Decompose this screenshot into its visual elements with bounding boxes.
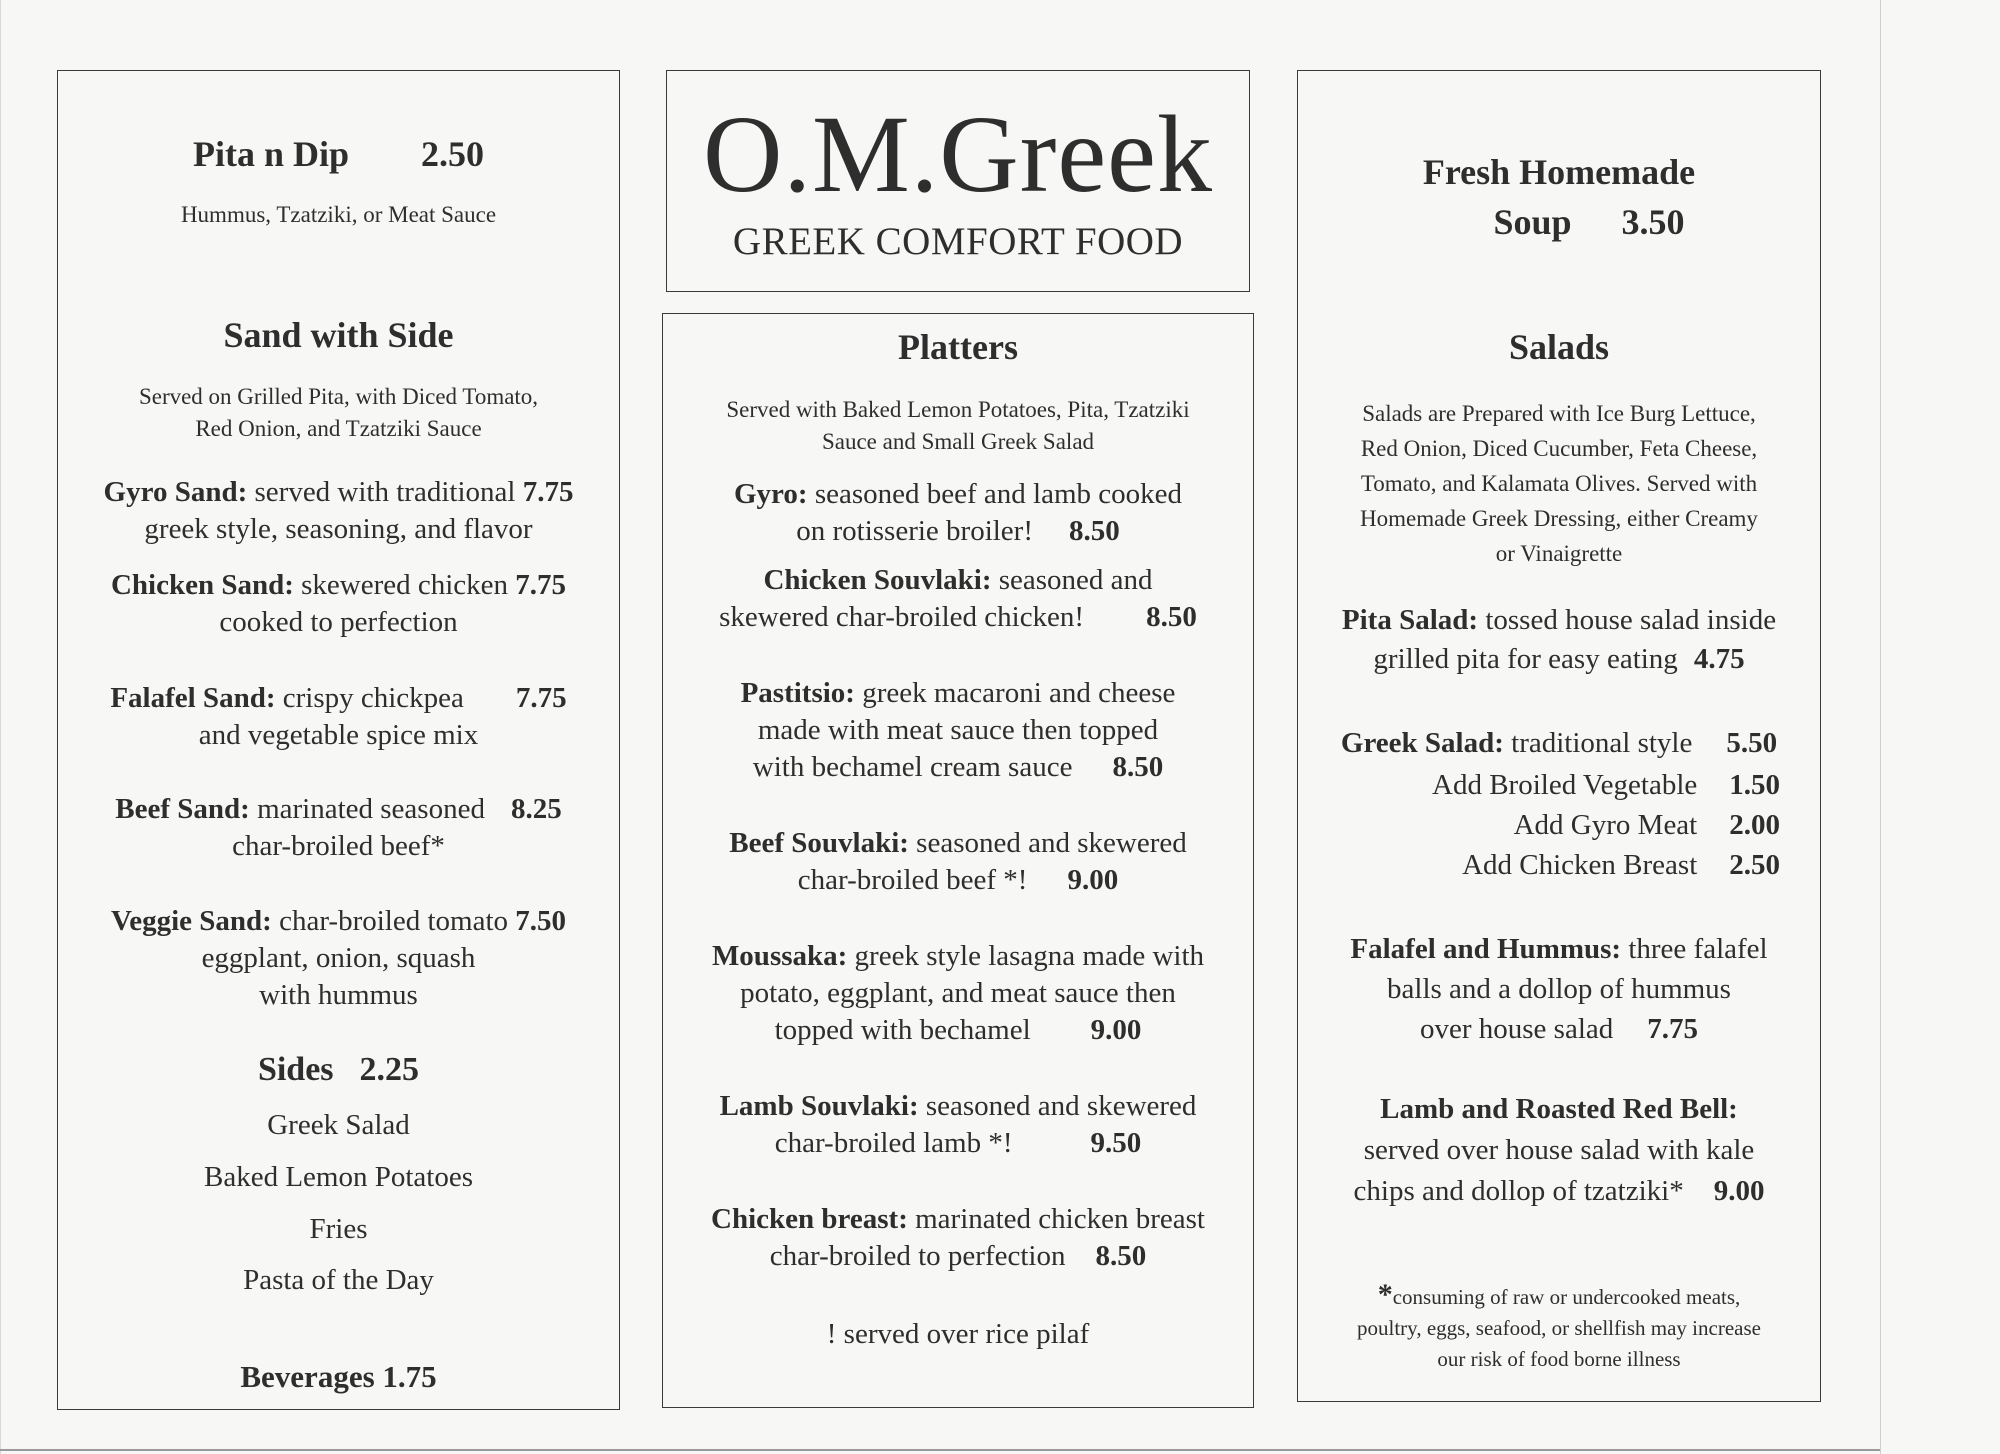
restaurant-name: O.M.Greek <box>703 93 1213 215</box>
sides-heading: Sides 2.25 <box>257 1051 420 1088</box>
salads-heading: Salads <box>1508 327 1610 367</box>
addon-row: Add Chicken Breast 2.50 <box>1462 849 1780 881</box>
menu-item-greek-salad: Greek Salad: traditional style 5.50 <box>1340 727 1778 759</box>
sides-list-item: Pasta of the Day <box>243 1264 434 1296</box>
platters-description: Served with Baked Lemon Potatoes, Pita, Tzatziki Sauce and Small Greek Salad <box>726 397 1190 454</box>
platter-item-pastitsio: Pastitsio: greek macaroni and cheese made with meat sauce then topped with bechamel cream sauce 8.50 <box>740 677 1176 783</box>
menu-item-falafel-sand: Falafel Sand: crispy chickpea 7.75 and vegetable spice mix <box>110 682 567 751</box>
right-menu-panel <box>1297 70 1821 1402</box>
restaurant-tagline: GREEK COMFORT FOOD <box>732 220 1184 263</box>
rice-pilaf-note: ! served over rice pilaf <box>826 1318 1090 1350</box>
sand-with-side-description: Served on Grilled Pita, with Diced Tomato, Red Onion, and Tzatziki Sauce <box>138 384 539 441</box>
menu-item-pita-salad: Pita Salad: tossed house salad inside grilled pita for easy eating 4.75 <box>1341 604 1777 675</box>
platter-item-chicken-souvlaki: Chicken Souvlaki: seasoned and skewered char-broiled chicken! 8.50 <box>719 564 1197 633</box>
greek-salad-addons <box>1432 765 1780 885</box>
menu-item-falafel-and-hummus: Falafel and Hummus: three falafel balls and a dollop of hummus over house salad 7.75 <box>1350 933 1768 1045</box>
soup-heading: Fresh Homemade Soup 3.50 <box>1422 152 1696 242</box>
platter-item-beef-souvlaki: Beef Souvlaki: seasoned and skewered char-broiled beef *! 9.00 <box>729 827 1187 896</box>
pita-n-dip-heading: Pita n Dip 2.50 <box>192 134 485 174</box>
menu-item-chicken-sand: Chicken Sand: skewered chicken 7.75 cooked to perfection <box>110 569 567 638</box>
page-edge <box>0 0 1 1454</box>
platters-panel <box>662 313 1254 1408</box>
pita-n-dip-description: Hummus, Tzatziki, or Meat Sauce <box>180 202 497 227</box>
sides-list-item: Baked Lemon Potatoes <box>203 1161 473 1193</box>
page-edge <box>1880 0 1881 1454</box>
addon-row: Add Gyro Meat 2.00 <box>1513 809 1780 841</box>
beverages-heading: Beverages 1.75 <box>240 1359 437 1394</box>
brand-box <box>666 70 1250 292</box>
platter-item-lamb-souvlaki: Lamb Souvlaki: seasoned and skewered char-broiled lamb *! 9.50 <box>719 1090 1197 1159</box>
menu-item-veggie-sand: Veggie Sand: char-broiled tomato 7.50 eggplant, onion, squash with hummus <box>110 905 567 1011</box>
platter-item-chicken-breast: Chicken breast: marinated chicken breast char-broiled to perfection 8.50 <box>711 1203 1205 1272</box>
addon-row: Add Broiled Vegetable 1.50 <box>1432 769 1780 801</box>
food-safety-footnote: *consuming of raw or undercooked meats, poultry, eggs, seafood, or shellfish may increase our risk of food borne illness <box>1357 1278 1761 1371</box>
sand-with-side-heading: Sand with Side <box>223 315 454 355</box>
menu-item-lamb-and-roasted-red-bell: Lamb and Roasted Red Bell: served over house salad with kale chips and dollop of tzatziki* 9.00 <box>1353 1093 1765 1207</box>
sides-list-item: Fries <box>309 1213 368 1245</box>
sides-list-item: Greek Salad <box>267 1109 410 1141</box>
platters-heading: Platters <box>898 327 1018 367</box>
page-edge <box>0 1449 1880 1451</box>
platter-item-gyro: Gyro: seasoned beef and lamb cooked on rotisserie broiler! 8.50 <box>734 478 1182 547</box>
menu-item-beef-sand: Beef Sand: marinated seasoned 8.25 char-broiled beef* <box>115 793 562 862</box>
menu-item-gyro-sand: Gyro Sand: served with traditional 7.75 greek style, seasoning, and flavor <box>103 476 574 545</box>
salads-description: Salads are Prepared with Ice Burg Lettuce, Red Onion, Diced Cucumber, Feta Cheese, Tomato, and Kalamata Olives. Served with Homemade Greek Dressing, either Creamy or Vinaigrette <box>1360 401 1758 566</box>
platter-item-moussaka: Moussaka: greek style lasagna made with potato, eggplant, and meat sauce then topped with bechamel 9.00 <box>711 940 1205 1046</box>
left-menu-panel <box>57 70 620 1410</box>
